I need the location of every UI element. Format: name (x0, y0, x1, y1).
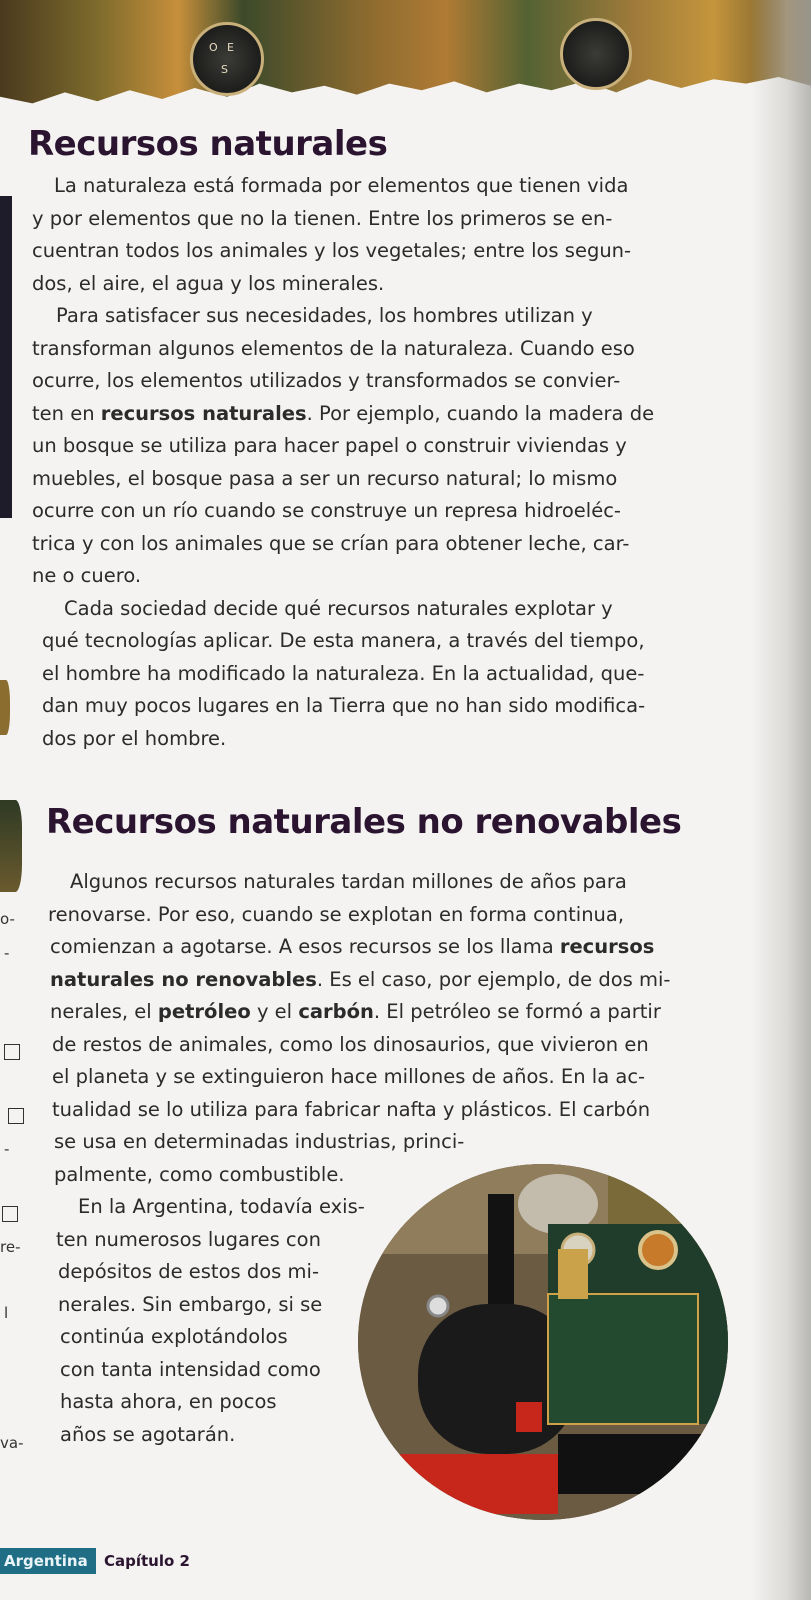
paragraph-line: Algunos recursos naturales tardan millones de años para (70, 870, 627, 893)
key-term: naturales no renovables (50, 967, 317, 991)
paragraph-line: y por elementos que no la tienen. Entre los primeros se en- (32, 206, 613, 230)
paragraph-line: palmente, como combustible. (54, 1162, 345, 1186)
compass-image (190, 22, 264, 96)
footer-chapter-label: Capítulo 2 (104, 1552, 190, 1570)
paragraph-line: Para satisfacer sus necesidades, los hombres utilizan y (56, 304, 593, 327)
paragraph-line: cuentran todos los animales y los vegetales; entre los segun- (32, 239, 632, 262)
page-binding-shadow (751, 0, 811, 1600)
checkbox-fragment (2, 1206, 18, 1222)
text-run: . El petróleo se formó a partir (373, 1000, 661, 1023)
margin-fragment: va- (0, 1434, 24, 1452)
paragraph-line: ocurre con un río cuando se construye un represa hidroeléc- (32, 499, 621, 522)
locomotive-illustration (358, 1164, 728, 1520)
cropped-left-photo (0, 800, 22, 892)
key-term: recursos naturales (100, 401, 307, 425)
locomotive-photo (358, 1164, 728, 1520)
paragraph-line: ne o cuero. (32, 564, 142, 587)
paragraph-line: hasta ahora, en pocos (60, 1390, 277, 1413)
paragraph-line: dan muy pocos lugares en la Tierra que no han sido modifica- (42, 694, 646, 717)
margin-fragment: o- (0, 910, 15, 928)
cropped-left-photo (0, 196, 12, 518)
section-title: Recursos naturales no renovables (46, 802, 682, 842)
paragraph-line: dos, el aire, el agua y los minerales. (32, 271, 385, 295)
checkbox-fragment (8, 1108, 24, 1124)
paragraph-line: nerales. Sin embargo, si se (58, 1292, 323, 1316)
paragraph-line: muebles, el bosque pasa a ser un recurso natural; lo mismo (32, 466, 618, 490)
paragraph-line: el hombre ha modificado la naturaleza. En la actualidad, que- (42, 661, 645, 685)
compass-image (560, 18, 632, 90)
margin-fragment: - (4, 1140, 10, 1158)
section-title: Recursos naturales (28, 124, 388, 164)
paragraph-line: tualidad se lo utiliza para fabricar nafta y plásticos. El carbón (52, 1097, 651, 1121)
paragraph-line: de restos de animales, como los dinosaurios, que vivieron en (52, 1032, 649, 1056)
margin-fragment: - (4, 944, 10, 962)
text-run: ten en (32, 401, 101, 425)
paragraph-line (32, 398, 692, 431)
paragraph-line (46, 964, 706, 997)
paragraph-line (46, 996, 706, 1029)
text-run: . Por ejemplo, cuando la madera de (306, 401, 655, 425)
compass-letter: O (209, 41, 218, 54)
paragraph-line: trica y con los animales que se crían para obtener leche, car- (32, 531, 630, 555)
text-run: . Es el caso, por ejemplo, de dos mi- (316, 967, 671, 991)
compass-letter: S (221, 63, 228, 76)
paragraph-line: La naturaleza está formada por elementos que tienen vida (54, 174, 629, 197)
text-run: comienzan a agotarse. A esos recursos se los llama (50, 935, 560, 958)
paragraph-line: ocurre, los elementos utilizados y transformados se convier- (32, 369, 621, 392)
paragraph-line: En la Argentina, todavía exis- (78, 1195, 365, 1218)
paragraph-line: renovarse. Por eso, cuando se explotan en forma continua, (48, 902, 625, 926)
checkbox-fragment (4, 1044, 20, 1060)
section-body (32, 170, 692, 755)
margin-fragment: re- (0, 1238, 21, 1256)
footer-section-tab: Argentina (0, 1548, 96, 1574)
compass-letter: E (227, 41, 234, 54)
paragraph-line (46, 931, 706, 964)
paragraph-line: un bosque se utiliza para hacer papel o construir viviendas y (32, 434, 627, 457)
paragraph-line: con tanta intensidad como (60, 1357, 321, 1381)
key-term: recursos (559, 935, 655, 958)
header-banner-image (0, 0, 811, 110)
text-run: nerales, el (50, 1000, 158, 1023)
paragraph-line: se usa en determinadas industrias, princi- (54, 1130, 465, 1153)
paragraph-line: qué tecnologías aplicar. De esta manera, a través del tiempo, (42, 629, 645, 652)
paragraph-line: el planeta y se extinguieron hace millones de años. En la ac- (52, 1065, 646, 1088)
paragraph-line: ten numerosos lugares con (56, 1227, 321, 1251)
paragraph-line: años se agotarán. (60, 1422, 236, 1446)
key-term: petróleo (157, 1000, 251, 1023)
cropped-left-photo (0, 680, 10, 735)
paragraph-line: Cada sociedad decide qué recursos naturales explotar y (64, 596, 613, 620)
paragraph-line: depósitos de estos dos mi- (58, 1260, 319, 1283)
paragraph-line: transforman algunos elementos de la naturaleza. Cuando eso (32, 336, 635, 360)
key-term: carbón (298, 1000, 374, 1023)
margin-fragment: l (4, 1304, 9, 1322)
paragraph-line: dos por el hombre. (42, 726, 227, 750)
text-run: y el (250, 1000, 299, 1023)
paragraph-line: continúa explotándolos (60, 1325, 288, 1348)
